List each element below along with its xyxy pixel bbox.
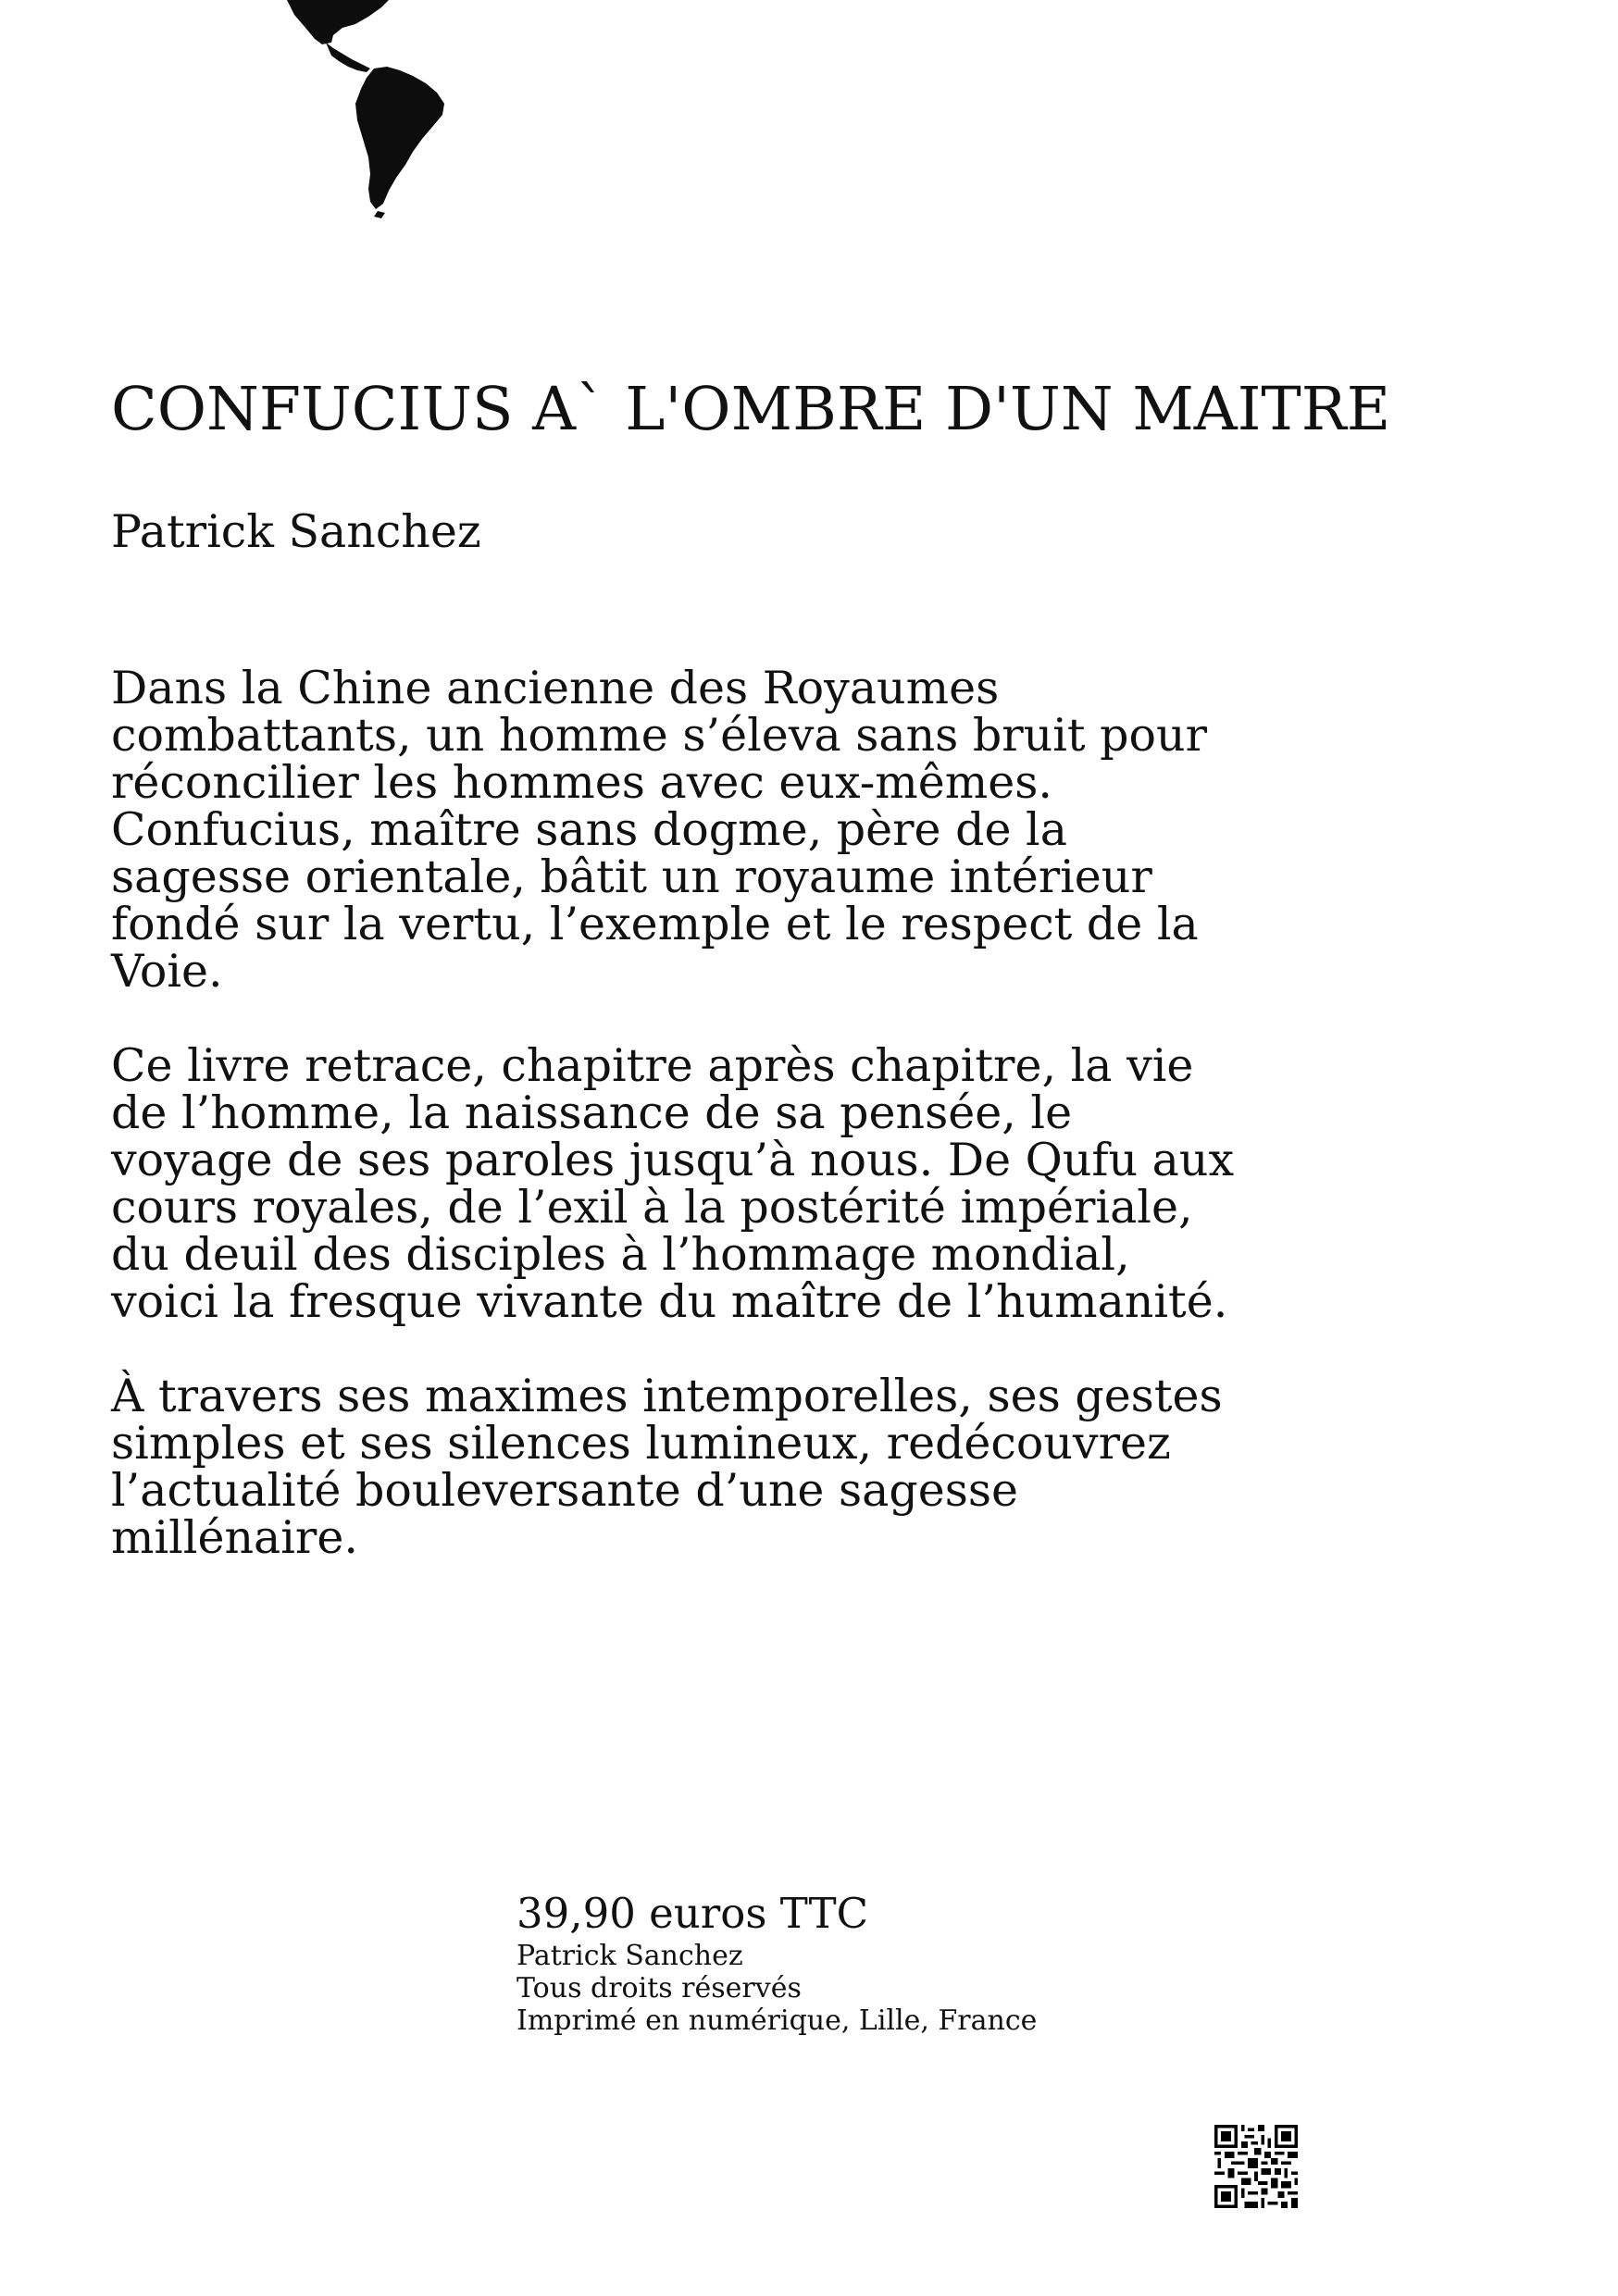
author-name: Patrick Sanchez: [111, 505, 481, 558]
blurb-paragraph-1: Dans la Chine ancienne des Royaumes combattants, un homme s’éleva sans bruit pour réconcilier les hommes avec eux-mêmes. Confucius, maître sans dogme, père de la sagesse orientale, bâtit un royaume intérieur fondé sur la vertu, l’exemple et le respect de la Voie.: [111, 662, 1208, 998]
price-label: 39,90 euros TTC: [517, 1889, 869, 1938]
blurb-paragraph-2: Ce livre retrace, chapitre après chapitre, la vie de l’homme, la naissance de sa pensée, le voyage de ses paroles jusqu’à nous. De Qufu aux cours royales, de l’exil à la postérité impériale, du deuil des disciples à l’hommage mondial, voici la fresque vivante du maître de l’humanité.: [111, 1039, 1235, 1328]
book-title: CONFUCIUS A` L'OMBRE D'UN MAITRE: [111, 375, 1391, 444]
imprint-block: [517, 1888, 1037, 2037]
rights-notice: Tous droits réservés: [517, 1972, 802, 2004]
americas-map-icon: [278, 0, 481, 222]
qr-code-icon: [1214, 2125, 1298, 2208]
blurb-paragraph-3: À travers ses maximes intemporelles, ses gestes simples et ses silences lumineux, redécouvrez l’actualité bouleversante d’une sagesse millénaire.: [111, 1370, 1223, 1564]
printing-location: Imprimé en numérique, Lille, France: [517, 2004, 1038, 2037]
publisher-name: Patrick Sanchez: [517, 1940, 743, 1972]
back-cover-blurb: [111, 664, 1240, 1608]
